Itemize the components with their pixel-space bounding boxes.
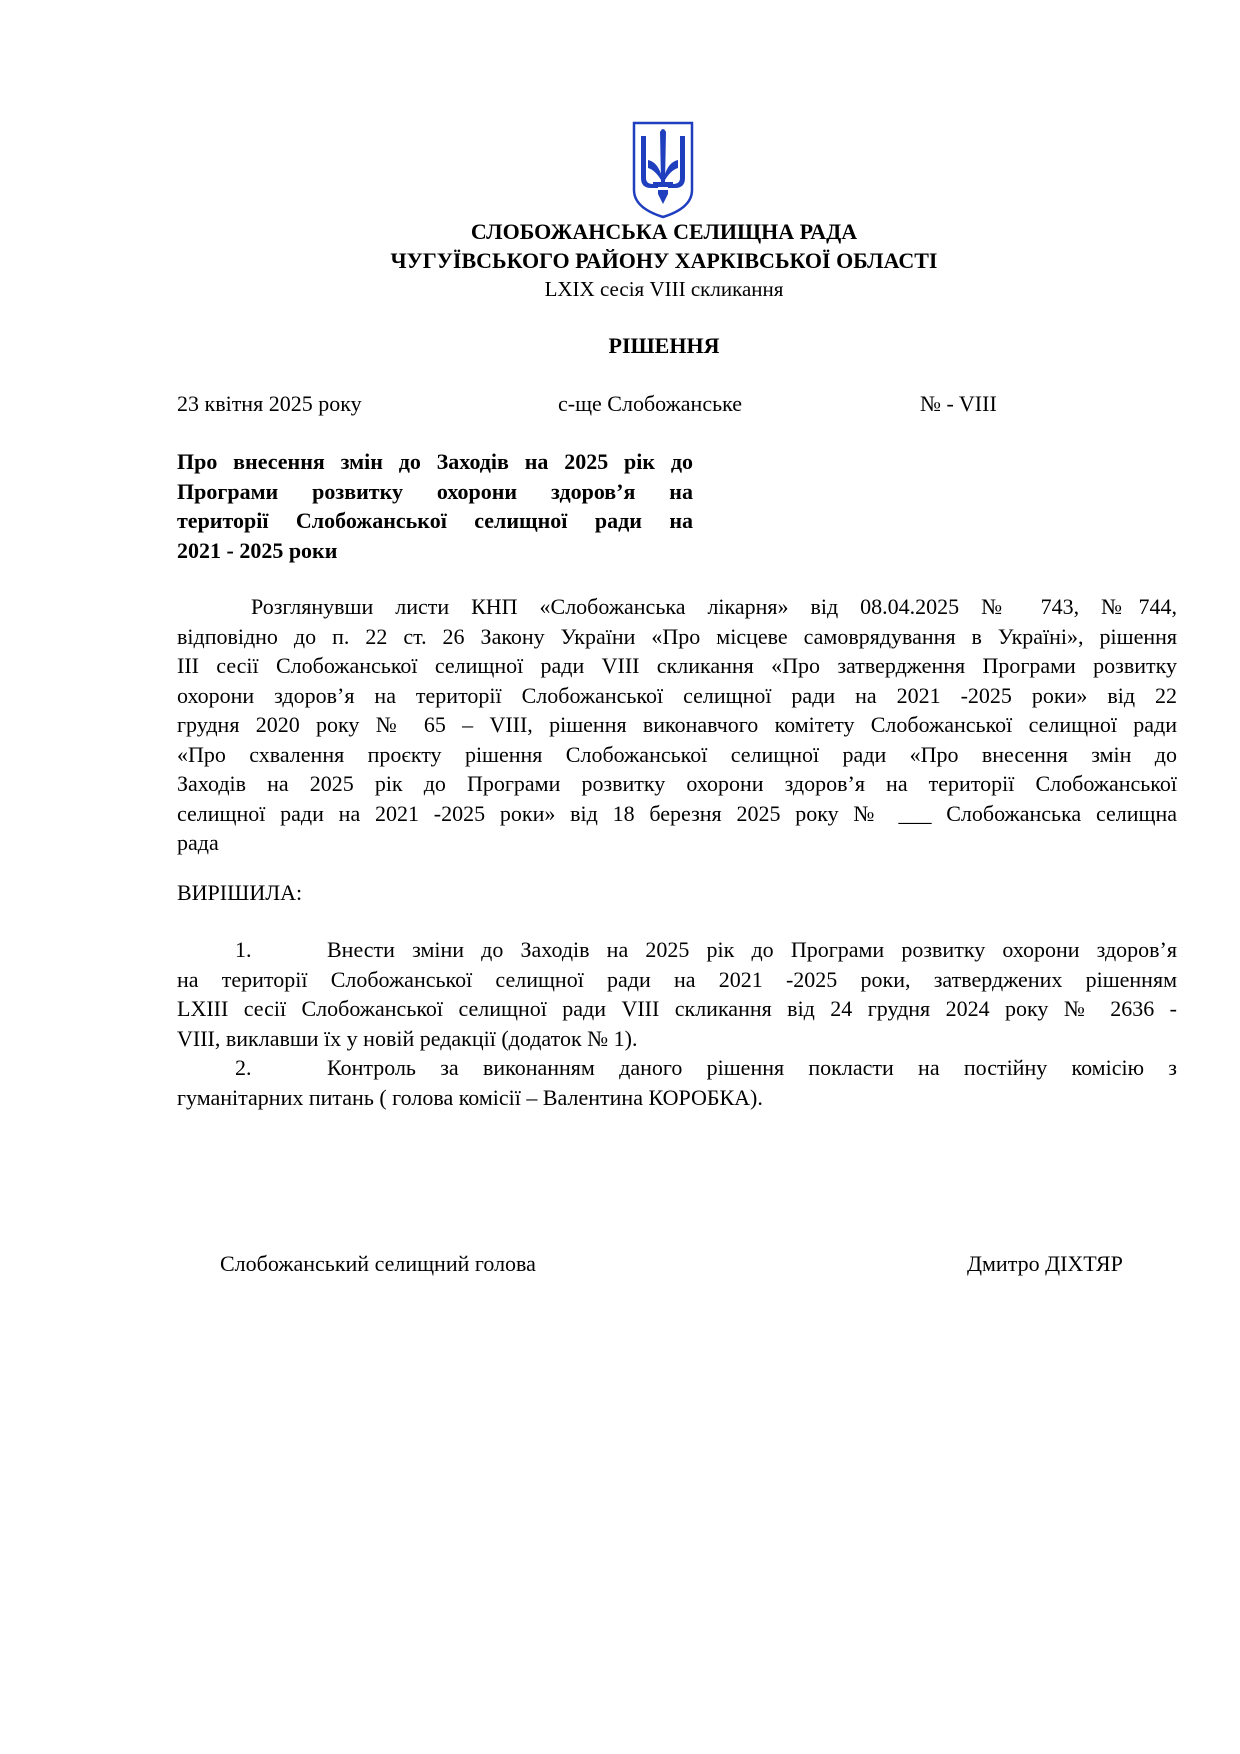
item-2-first-line: 2. Контроль за виконанням даного рішення покласти на постійну комісію з bbox=[235, 1055, 1177, 1080]
signature-name: Дмитро ДІХТЯР bbox=[967, 1251, 1123, 1276]
subject-line: 2021 - 2025 роки bbox=[177, 537, 338, 563]
item-1-first-line: 1. Внести зміни до Заходів на 2025 рік до Програми розвитку охорони здоров’я bbox=[235, 937, 1177, 962]
item-line: LXIII сесії Слобожанської селищної ради VIII скликання від 24 грудня 2024 року № 2636 - bbox=[177, 996, 1177, 1021]
council-district: ЧУГУЇВСЬКОГО РАЙОНУ ХАРКІВСЬКОЇ ОБЛАСТІ bbox=[390, 248, 938, 273]
decision-place: с-ще Слобожанське bbox=[558, 391, 743, 416]
tryzub-icon bbox=[631, 120, 695, 220]
council-name: СЛОБОЖАНСЬКА СЕЛИЩНА РАДА bbox=[470, 219, 858, 244]
preamble-line: ІІІ сесії Слобожанської селищної ради VIII скликання «Про затвердження Програми розвитку bbox=[177, 653, 1177, 678]
session-line: LXIX сесія VIII скликання bbox=[544, 277, 784, 301]
preamble-line: Розглянувши листи КНП «Слобожанська лікарня» від 08.04.2025 № 743, №744, bbox=[251, 594, 1177, 619]
preamble-line: Заходів на 2025 рік до Програми розвитку охорони здоров’я на території Слобожанської bbox=[177, 771, 1177, 796]
subject-line: території Слобожанської селищної ради на bbox=[177, 508, 693, 533]
preamble-line: грудня 2020 року № 65 – VIII, рішення виконавчого комітету Слобожанської селищної ради bbox=[177, 712, 1177, 737]
resolved-label: ВИРІШИЛА: bbox=[177, 880, 303, 905]
signature-position: Слобожанський селищний голова bbox=[220, 1251, 536, 1276]
decision-date: 23 квітня 2025 року bbox=[177, 391, 362, 416]
item-line: VIII, виклавши їх у новій редакції (додаток № 1). bbox=[177, 1025, 638, 1051]
preamble-line: «Про схвалення проєкту рішення Слобожанської селищної ради «Про внесення змін до bbox=[177, 741, 1177, 767]
subject-line: Програми розвитку охорони здоров’я на bbox=[177, 478, 693, 504]
preamble-line: відповідно до п. 22 ст. 26 Закону України «Про місцеве самоврядування в Україні», рішення bbox=[177, 623, 1177, 649]
preamble-line: охорони здоров’я на території Слобожанської селищної ради на 2021 -2025 роки» від 22 bbox=[177, 682, 1177, 708]
item-line: гуманітарних питань ( голова комісії – Валентина КОРОБКА). bbox=[177, 1084, 763, 1110]
preamble-line: рада bbox=[177, 830, 219, 855]
item-line: на території Слобожанської селищної ради на 2021 -2025 роки, затверджених рішенням bbox=[177, 966, 1177, 992]
item-text: Внести зміни до Заходів на 2025 рік до Програми розвитку охорони здоров’я bbox=[327, 937, 1177, 962]
subject-line: Про внесення змін до Заходів на 2025 рік до bbox=[177, 449, 693, 474]
item-text: Контроль за виконанням даного рішення покласти на постійну комісію з bbox=[327, 1055, 1177, 1080]
preamble-paragraph bbox=[177, 592, 1177, 858]
decision-subject bbox=[177, 447, 693, 565]
document-type: РІШЕННЯ bbox=[608, 333, 720, 358]
preamble-line: селищної ради на 2021 -2025 роки» від 18 березня 2025 року № ___ Слобожанська селищна bbox=[177, 800, 1177, 826]
decision-number: № - VIII bbox=[920, 391, 997, 416]
resolution-items bbox=[177, 935, 1177, 1112]
